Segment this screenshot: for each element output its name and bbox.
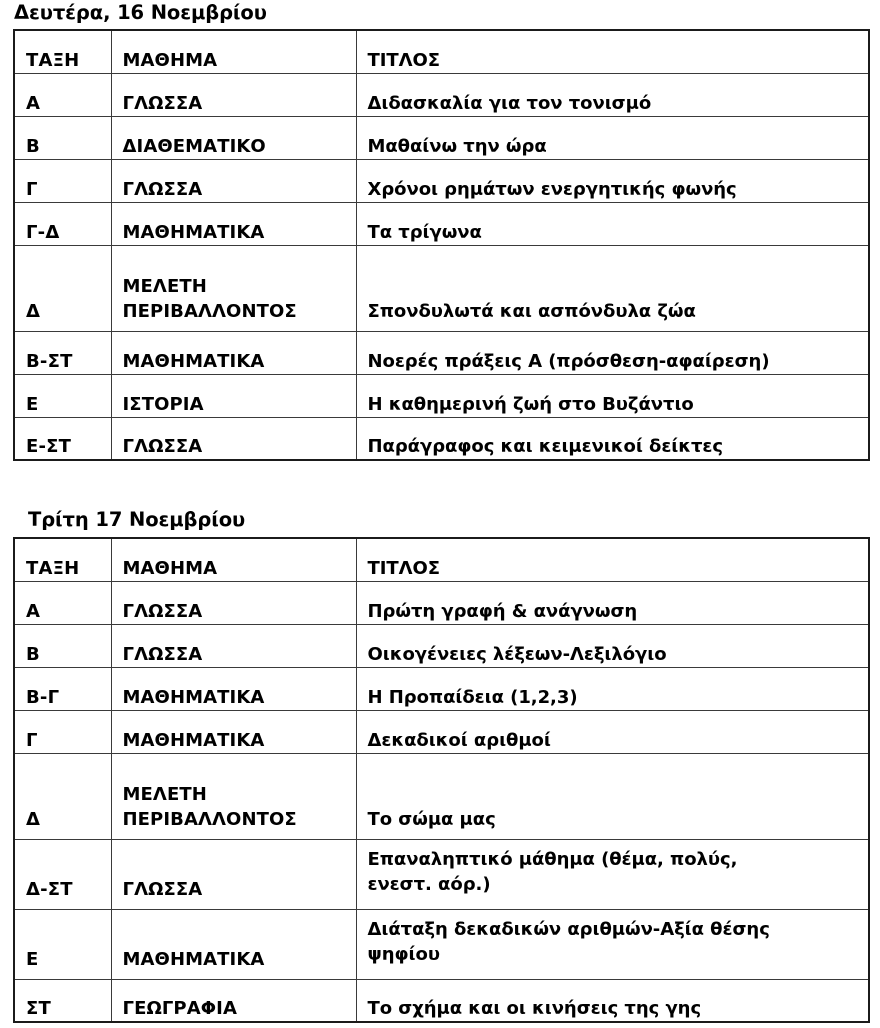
table-row — [14, 331, 869, 374]
cell-subject-line-1: ΜΕΛΕΤΗ — [122, 783, 207, 805]
cell-class: Β-Γ — [14, 667, 111, 710]
cell-title: Χρόνοι ρημάτων ενεργητικής φωνής — [356, 159, 869, 202]
cell-class: Δ — [14, 753, 111, 839]
table-row — [14, 581, 869, 624]
table-row — [14, 909, 869, 979]
cell-title: Παράγραφος και κειμενικοί δείκτες — [356, 417, 869, 460]
day-heading-tuesday: Τρίτη 17 Νοεμβρίου — [28, 508, 246, 531]
cell-subject: ΙΣΤΟΡΙΑ — [111, 374, 356, 417]
cell-subject — [111, 245, 356, 331]
cell-class: Ε-ΣΤ — [14, 417, 111, 460]
table-row — [14, 116, 869, 159]
cell-title: Η καθημερινή ζωή στο Βυζάντιο — [356, 374, 869, 417]
column-header-title: ΤΙΤΛΟΣ — [356, 30, 869, 73]
column-header-title: ΤΙΤΛΟΣ — [356, 538, 869, 581]
cell-title — [356, 909, 869, 979]
table-row — [14, 417, 869, 460]
cell-class: Β — [14, 624, 111, 667]
table-row — [14, 710, 869, 753]
cell-title: Νοερές πράξεις Α (πρόσθεση-αφαίρεση) — [356, 331, 869, 374]
cell-title — [356, 839, 869, 909]
cell-subject — [111, 753, 356, 839]
cell-class: Γ-Δ — [14, 202, 111, 245]
table-row — [14, 73, 869, 116]
cell-title: Οικογένειες λέξεων-Λεξιλόγιο — [356, 624, 869, 667]
cell-subject: ΓΛΩΣΣΑ — [111, 581, 356, 624]
column-header-class: ΤΑΞΗ — [14, 30, 111, 73]
table-row — [14, 245, 869, 331]
table-row — [14, 202, 869, 245]
table-header-row — [14, 538, 869, 581]
table-row — [14, 667, 869, 710]
cell-subject-line-2: ΠΕΡΙΒΑΛΛΟΝΤΟΣ — [122, 300, 297, 322]
cell-subject: ΔΙΑΘΕΜΑΤΙΚΟ — [111, 116, 356, 159]
schedule-table-monday — [13, 29, 870, 461]
cell-subject: ΜΑΘΗΜΑΤΙΚΑ — [111, 331, 356, 374]
cell-title: Δεκαδικοί αριθμοί — [356, 710, 869, 753]
cell-class: Δ-ΣΤ — [14, 839, 111, 909]
cell-class: Β-ΣΤ — [14, 331, 111, 374]
cell-title-line-2: ψηφίου — [367, 943, 440, 965]
cell-class: Α — [14, 73, 111, 116]
table-row — [14, 979, 869, 1022]
cell-title-line-1: Επαναληπτικό μάθημα (θέμα, πολύς, — [367, 848, 738, 870]
cell-title: Η Προπαίδεια (1,2,3) — [356, 667, 869, 710]
cell-subject: ΜΑΘΗΜΑΤΙΚΑ — [111, 710, 356, 753]
cell-title-line-2: ενεστ. αόρ.) — [367, 873, 491, 895]
column-header-class: ΤΑΞΗ — [14, 538, 111, 581]
cell-subject: ΜΑΘΗΜΑΤΙΚΑ — [111, 667, 356, 710]
column-header-subject: ΜΑΘΗΜΑ — [111, 538, 356, 581]
cell-subject: ΓΛΩΣΣΑ — [111, 839, 356, 909]
table-row — [14, 624, 869, 667]
cell-title: Το σχήμα και οι κινήσεις της γης — [356, 979, 869, 1022]
table-row — [14, 374, 869, 417]
cell-title: Πρώτη γραφή & ανάγνωση — [356, 581, 869, 624]
cell-class: Ε — [14, 909, 111, 979]
table-row — [14, 839, 869, 909]
cell-subject: ΓΛΩΣΣΑ — [111, 417, 356, 460]
cell-subject: ΓΛΩΣΣΑ — [111, 624, 356, 667]
cell-class: ΣΤ — [14, 979, 111, 1022]
cell-title: Το σώμα μας — [356, 753, 869, 839]
cell-title: Σπονδυλωτά και ασπόνδυλα ζώα — [356, 245, 869, 331]
cell-class: Δ — [14, 245, 111, 331]
cell-subject: ΓΛΩΣΣΑ — [111, 73, 356, 116]
cell-subject: ΓΕΩΓΡΑΦΙΑ — [111, 979, 356, 1022]
cell-subject: ΓΛΩΣΣΑ — [111, 159, 356, 202]
cell-title: Μαθαίνω την ώρα — [356, 116, 869, 159]
cell-title: Διδασκαλία για τον τονισμό — [356, 73, 869, 116]
cell-title: Τα τρίγωνα — [356, 202, 869, 245]
cell-subject: ΜΑΘΗΜΑΤΙΚΑ — [111, 909, 356, 979]
cell-title-line-1: Διάταξη δεκαδικών αριθμών-Αξία θέσης — [367, 918, 770, 940]
cell-subject: ΜΑΘΗΜΑΤΙΚΑ — [111, 202, 356, 245]
day-heading-monday: Δευτέρα, 16 Νοεμβρίου — [14, 1, 267, 24]
cell-class: Β — [14, 116, 111, 159]
cell-class: Γ — [14, 159, 111, 202]
table-header-row — [14, 30, 869, 73]
table-row — [14, 753, 869, 839]
table-row — [14, 159, 869, 202]
cell-class: Ε — [14, 374, 111, 417]
schedule-table-tuesday — [13, 537, 870, 1023]
cell-class: Γ — [14, 710, 111, 753]
cell-subject-line-2: ΠΕΡΙΒΑΛΛΟΝΤΟΣ — [122, 808, 297, 830]
cell-subject-line-1: ΜΕΛΕΤΗ — [122, 275, 207, 297]
cell-class: Α — [14, 581, 111, 624]
column-header-subject: ΜΑΘΗΜΑ — [111, 30, 356, 73]
